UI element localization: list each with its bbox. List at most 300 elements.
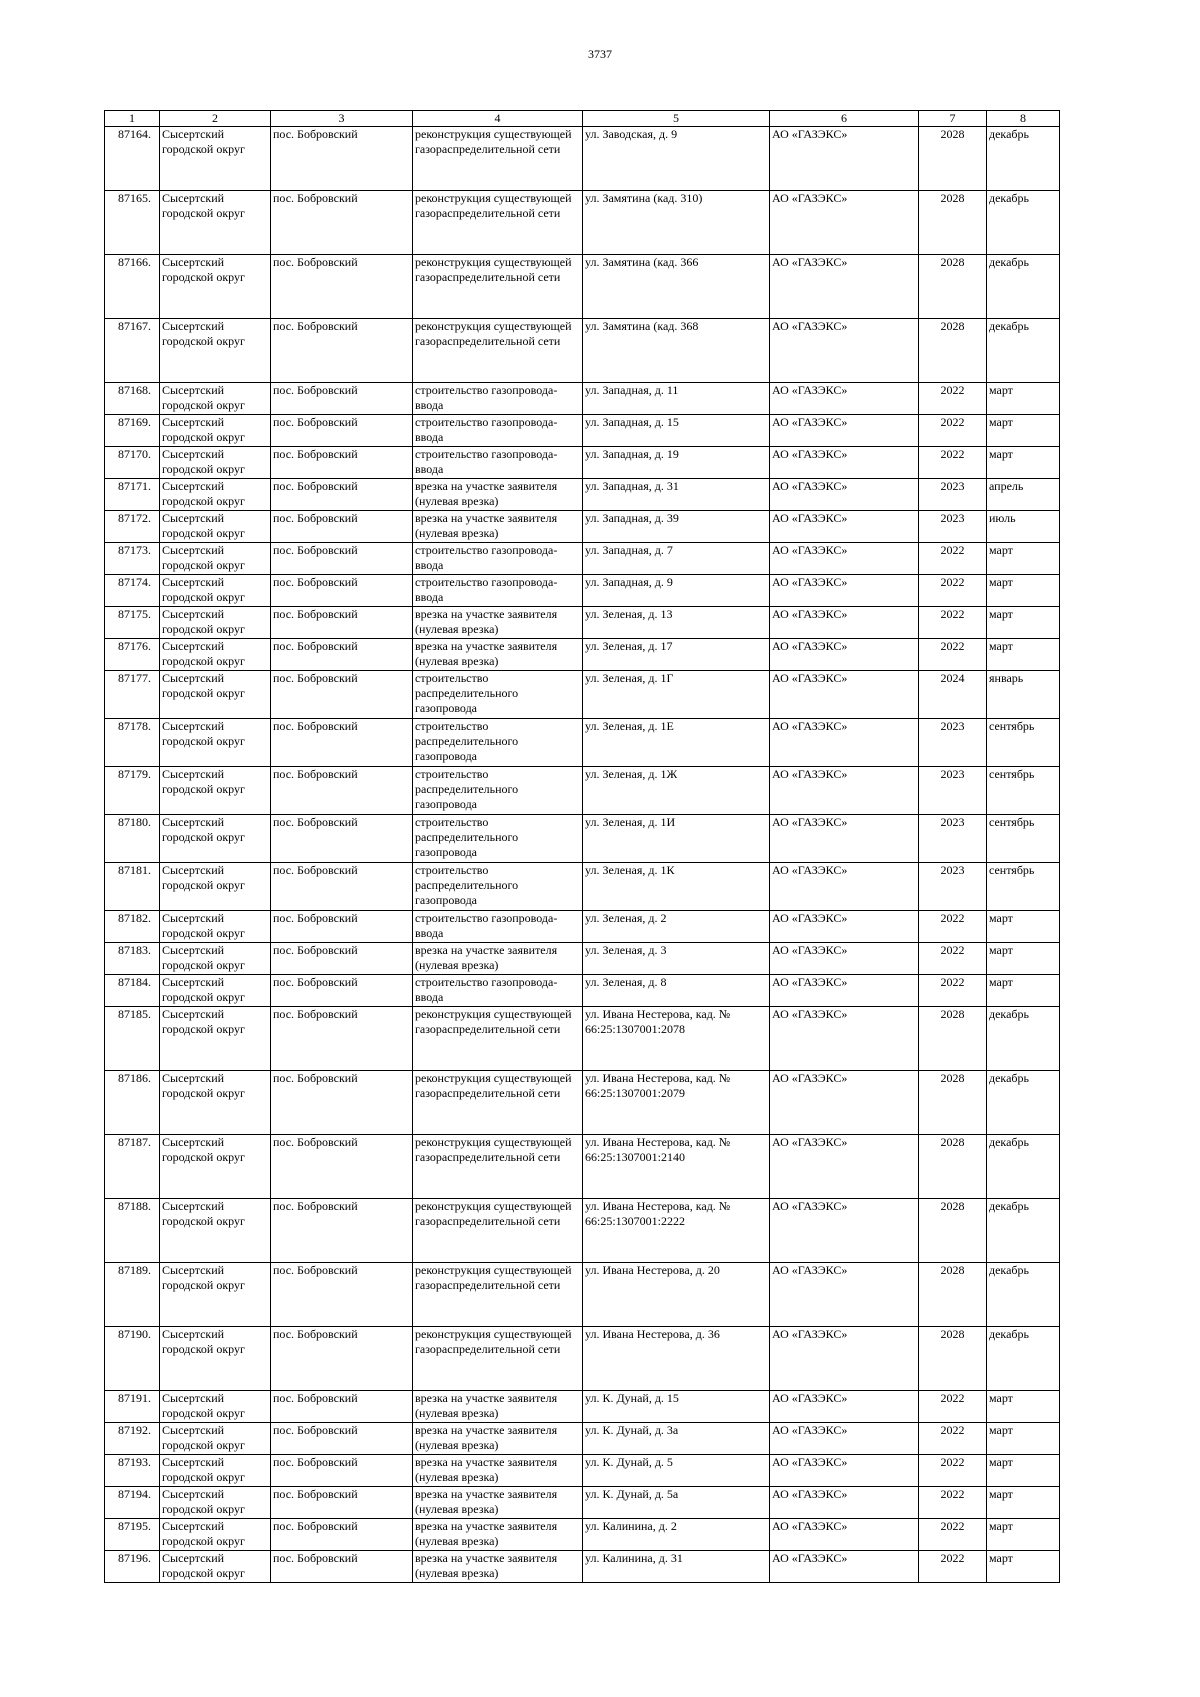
municipality-cell: Сысертский городской округ	[160, 671, 271, 719]
settlement-cell: пос. Бобровский	[271, 943, 413, 975]
address-cell: ул. Зеленая, д. 13	[583, 607, 770, 639]
work-type-cell: врезка на участке заявителя (нулевая врезка)	[413, 1455, 583, 1487]
address-cell: ул. Зеленая, д. 2	[583, 911, 770, 943]
settlement-cell: пос. Бобровский	[271, 975, 413, 1007]
organization-cell: АО «ГАЗЭКС»	[770, 1455, 919, 1487]
work-type-cell: строительство распределительного газопровода	[413, 767, 583, 815]
table-row	[105, 719, 1060, 767]
column-header: 6	[770, 111, 919, 127]
table-row	[105, 911, 1060, 943]
organization-cell: АО «ГАЗЭКС»	[770, 943, 919, 975]
settlement-cell: пос. Бобровский	[271, 671, 413, 719]
address-cell: ул. Зеленая, д. 1И	[583, 815, 770, 863]
municipality-cell: Сысертский городской округ	[160, 639, 271, 671]
table-row	[105, 1455, 1060, 1487]
month-cell: сентябрь	[987, 863, 1060, 911]
settlement-cell: пос. Бобровский	[271, 575, 413, 607]
row-number: 87187.	[105, 1135, 160, 1199]
month-cell: сентябрь	[987, 719, 1060, 767]
row-number: 87183.	[105, 943, 160, 975]
row-number: 87178.	[105, 719, 160, 767]
organization-cell: АО «ГАЗЭКС»	[770, 1551, 919, 1583]
year-cell: 2023	[919, 511, 987, 543]
municipality-cell: Сысертский городской округ	[160, 1551, 271, 1583]
work-type-cell: строительство газопровода-ввода	[413, 911, 583, 943]
table-row	[105, 319, 1060, 383]
column-header: 5	[583, 111, 770, 127]
address-cell: ул. Западная, д. 31	[583, 479, 770, 511]
work-type-cell: строительство газопровода-ввода	[413, 383, 583, 415]
municipality-cell: Сысертский городской округ	[160, 1423, 271, 1455]
work-type-cell: строительство распределительного газопровода	[413, 671, 583, 719]
row-number: 87164.	[105, 127, 160, 191]
table-row	[105, 943, 1060, 975]
organization-cell: АО «ГАЗЭКС»	[770, 1327, 919, 1391]
month-cell: декабрь	[987, 127, 1060, 191]
year-cell: 2022	[919, 415, 987, 447]
table-row	[105, 383, 1060, 415]
organization-cell: АО «ГАЗЭКС»	[770, 1423, 919, 1455]
work-type-cell: реконструкция существующей газораспределительной сети	[413, 127, 583, 191]
year-cell: 2022	[919, 543, 987, 575]
settlement-cell: пос. Бобровский	[271, 1007, 413, 1071]
row-number: 87190.	[105, 1327, 160, 1391]
month-cell: декабрь	[987, 1263, 1060, 1327]
month-cell: сентябрь	[987, 815, 1060, 863]
address-cell: ул. Западная, д. 39	[583, 511, 770, 543]
work-type-cell: реконструкция существующей газораспределительной сети	[413, 1327, 583, 1391]
table-row	[105, 479, 1060, 511]
municipality-cell: Сысертский городской округ	[160, 383, 271, 415]
settlement-cell: пос. Бобровский	[271, 1135, 413, 1199]
table-row	[105, 415, 1060, 447]
row-number: 87194.	[105, 1487, 160, 1519]
month-cell: декабрь	[987, 319, 1060, 383]
row-number: 87193.	[105, 1455, 160, 1487]
work-type-cell: врезка на участке заявителя (нулевая врезка)	[413, 1487, 583, 1519]
address-cell: ул. Замятина (кад. 366	[583, 255, 770, 319]
month-cell: июль	[987, 511, 1060, 543]
table-row	[105, 127, 1060, 191]
settlement-cell: пос. Бобровский	[271, 1071, 413, 1135]
row-number: 87185.	[105, 1007, 160, 1071]
month-cell: сентябрь	[987, 767, 1060, 815]
organization-cell: АО «ГАЗЭКС»	[770, 911, 919, 943]
table-row	[105, 975, 1060, 1007]
work-type-cell: строительство распределительного газопровода	[413, 815, 583, 863]
settlement-cell: пос. Бобровский	[271, 1455, 413, 1487]
row-number: 87189.	[105, 1263, 160, 1327]
municipality-cell: Сысертский городской округ	[160, 479, 271, 511]
work-type-cell: врезка на участке заявителя (нулевая врезка)	[413, 1423, 583, 1455]
organization-cell: АО «ГАЗЭКС»	[770, 815, 919, 863]
municipality-cell: Сысертский городской округ	[160, 767, 271, 815]
table-row	[105, 1391, 1060, 1423]
organization-cell: АО «ГАЗЭКС»	[770, 383, 919, 415]
row-number: 87168.	[105, 383, 160, 415]
address-cell: ул. Западная, д. 15	[583, 415, 770, 447]
work-type-cell: врезка на участке заявителя (нулевая врезка)	[413, 1551, 583, 1583]
municipality-cell: Сысертский городской округ	[160, 719, 271, 767]
work-type-cell: врезка на участке заявителя (нулевая врезка)	[413, 511, 583, 543]
year-cell: 2028	[919, 1327, 987, 1391]
work-type-cell: реконструкция существующей газораспределительной сети	[413, 191, 583, 255]
organization-cell: АО «ГАЗЭКС»	[770, 1135, 919, 1199]
row-number: 87182.	[105, 911, 160, 943]
month-cell: март	[987, 543, 1060, 575]
table-row	[105, 1519, 1060, 1551]
row-number: 87195.	[105, 1519, 160, 1551]
document-table	[104, 110, 1060, 1583]
row-number: 87188.	[105, 1199, 160, 1263]
settlement-cell: пос. Бобровский	[271, 1519, 413, 1551]
settlement-cell: пос. Бобровский	[271, 863, 413, 911]
row-number: 87169.	[105, 415, 160, 447]
year-cell: 2023	[919, 815, 987, 863]
address-cell: ул. Западная, д. 11	[583, 383, 770, 415]
year-cell: 2022	[919, 943, 987, 975]
month-cell: март	[987, 1455, 1060, 1487]
municipality-cell: Сысертский городской округ	[160, 1007, 271, 1071]
row-number: 87186.	[105, 1071, 160, 1135]
municipality-cell: Сысертский городской округ	[160, 1519, 271, 1551]
table-row	[105, 1071, 1060, 1135]
settlement-cell: пос. Бобровский	[271, 607, 413, 639]
year-cell: 2022	[919, 1391, 987, 1423]
row-number: 87174.	[105, 575, 160, 607]
year-cell: 2028	[919, 191, 987, 255]
table-row	[105, 543, 1060, 575]
organization-cell: АО «ГАЗЭКС»	[770, 1071, 919, 1135]
work-type-cell: реконструкция существующей газораспределительной сети	[413, 1135, 583, 1199]
address-cell: ул. Калинина, д. 31	[583, 1551, 770, 1583]
month-cell: март	[987, 1423, 1060, 1455]
year-cell: 2023	[919, 863, 987, 911]
municipality-cell: Сысертский городской округ	[160, 1391, 271, 1423]
row-number: 87196.	[105, 1551, 160, 1583]
settlement-cell: пос. Бобровский	[271, 319, 413, 383]
table-row	[105, 1135, 1060, 1199]
year-cell: 2022	[919, 1487, 987, 1519]
month-cell: март	[987, 911, 1060, 943]
address-cell: ул. Замятина (кад. 368	[583, 319, 770, 383]
municipality-cell: Сысертский городской округ	[160, 127, 271, 191]
municipality-cell: Сысертский городской округ	[160, 415, 271, 447]
municipality-cell: Сысертский городской округ	[160, 543, 271, 575]
table-row	[105, 639, 1060, 671]
year-cell: 2028	[919, 319, 987, 383]
organization-cell: АО «ГАЗЭКС»	[770, 767, 919, 815]
year-cell: 2022	[919, 1455, 987, 1487]
municipality-cell: Сысертский городской округ	[160, 1071, 271, 1135]
page-number: 3737	[588, 47, 612, 61]
table-row	[105, 255, 1060, 319]
work-type-cell: врезка на участке заявителя (нулевая врезка)	[413, 479, 583, 511]
row-number: 87181.	[105, 863, 160, 911]
month-cell: декабрь	[987, 1327, 1060, 1391]
month-cell: декабрь	[987, 255, 1060, 319]
work-type-cell: реконструкция существующей газораспределительной сети	[413, 1071, 583, 1135]
settlement-cell: пос. Бобровский	[271, 127, 413, 191]
row-number: 87191.	[105, 1391, 160, 1423]
month-cell: март	[987, 447, 1060, 479]
settlement-cell: пос. Бобровский	[271, 447, 413, 479]
work-type-cell: строительство распределительного газопровода	[413, 719, 583, 767]
address-cell: ул. Ивана Нестерова, кад. № 66:25:1307001:2140	[583, 1135, 770, 1199]
organization-cell: АО «ГАЗЭКС»	[770, 191, 919, 255]
month-cell: март	[987, 639, 1060, 671]
settlement-cell: пос. Бобровский	[271, 719, 413, 767]
row-number: 87175.	[105, 607, 160, 639]
table-row	[105, 1199, 1060, 1263]
column-header: 4	[413, 111, 583, 127]
year-cell: 2022	[919, 639, 987, 671]
row-number: 87172.	[105, 511, 160, 543]
year-cell: 2022	[919, 383, 987, 415]
table-row	[105, 671, 1060, 719]
municipality-cell: Сысертский городской округ	[160, 815, 271, 863]
table-row	[105, 767, 1060, 815]
year-cell: 2028	[919, 1263, 987, 1327]
month-cell: март	[987, 575, 1060, 607]
settlement-cell: пос. Бобровский	[271, 383, 413, 415]
work-type-cell: врезка на участке заявителя (нулевая врезка)	[413, 639, 583, 671]
organization-cell: АО «ГАЗЭКС»	[770, 543, 919, 575]
address-cell: ул. Заводская, д. 9	[583, 127, 770, 191]
settlement-cell: пос. Бобровский	[271, 1423, 413, 1455]
address-cell: ул. Зеленая, д. 1Г	[583, 671, 770, 719]
settlement-cell: пос. Бобровский	[271, 255, 413, 319]
address-cell: ул. Западная, д. 7	[583, 543, 770, 575]
table-row	[105, 1423, 1060, 1455]
work-type-cell: врезка на участке заявителя (нулевая врезка)	[413, 607, 583, 639]
organization-cell: АО «ГАЗЭКС»	[770, 975, 919, 1007]
month-cell: декабрь	[987, 1007, 1060, 1071]
table-row	[105, 447, 1060, 479]
work-type-cell: строительство газопровода-ввода	[413, 447, 583, 479]
table-row	[105, 511, 1060, 543]
row-number: 87176.	[105, 639, 160, 671]
table-row	[105, 815, 1060, 863]
address-cell: ул. Западная, д. 19	[583, 447, 770, 479]
organization-cell: АО «ГАЗЭКС»	[770, 1391, 919, 1423]
month-cell: декабрь	[987, 1135, 1060, 1199]
work-type-cell: строительство газопровода-ввода	[413, 575, 583, 607]
year-cell: 2022	[919, 607, 987, 639]
organization-cell: АО «ГАЗЭКС»	[770, 639, 919, 671]
organization-cell: АО «ГАЗЭКС»	[770, 1519, 919, 1551]
settlement-cell: пос. Бобровский	[271, 1487, 413, 1519]
organization-cell: АО «ГАЗЭКС»	[770, 319, 919, 383]
column-header: 2	[160, 111, 271, 127]
work-type-cell: строительство газопровода-ввода	[413, 975, 583, 1007]
month-cell: март	[987, 1391, 1060, 1423]
month-cell: март	[987, 943, 1060, 975]
organization-cell: АО «ГАЗЭКС»	[770, 719, 919, 767]
table-row	[105, 575, 1060, 607]
row-number: 87173.	[105, 543, 160, 575]
organization-cell: АО «ГАЗЭКС»	[770, 1007, 919, 1071]
year-cell: 2024	[919, 671, 987, 719]
address-cell: ул. Калинина, д. 2	[583, 1519, 770, 1551]
table-row	[105, 1327, 1060, 1391]
month-cell: март	[987, 415, 1060, 447]
work-type-cell: реконструкция существующей газораспределительной сети	[413, 1007, 583, 1071]
year-cell: 2028	[919, 1007, 987, 1071]
settlement-cell: пос. Бобровский	[271, 815, 413, 863]
municipality-cell: Сысертский городской округ	[160, 1263, 271, 1327]
organization-cell: АО «ГАЗЭКС»	[770, 415, 919, 447]
address-cell: ул. К. Дунай, д. 15	[583, 1391, 770, 1423]
work-type-cell: реконструкция существующей газораспределительной сети	[413, 319, 583, 383]
column-header: 1	[105, 111, 160, 127]
organization-cell: АО «ГАЗЭКС»	[770, 1199, 919, 1263]
year-cell: 2023	[919, 479, 987, 511]
organization-cell: АО «ГАЗЭКС»	[770, 607, 919, 639]
settlement-cell: пос. Бобровский	[271, 1263, 413, 1327]
municipality-cell: Сысертский городской округ	[160, 943, 271, 975]
year-cell: 2028	[919, 255, 987, 319]
municipality-cell: Сысертский городской округ	[160, 191, 271, 255]
year-cell: 2028	[919, 1071, 987, 1135]
organization-cell: АО «ГАЗЭКС»	[770, 575, 919, 607]
year-cell: 2022	[919, 575, 987, 607]
year-cell: 2023	[919, 719, 987, 767]
municipality-cell: Сысертский городской округ	[160, 1135, 271, 1199]
year-cell: 2022	[919, 1423, 987, 1455]
settlement-cell: пос. Бобровский	[271, 511, 413, 543]
work-type-cell: врезка на участке заявителя (нулевая врезка)	[413, 1519, 583, 1551]
municipality-cell: Сысертский городской округ	[160, 607, 271, 639]
municipality-cell: Сысертский городской округ	[160, 1199, 271, 1263]
organization-cell: АО «ГАЗЭКС»	[770, 255, 919, 319]
work-type-cell: реконструкция существующей газораспределительной сети	[413, 1199, 583, 1263]
organization-cell: АО «ГАЗЭКС»	[770, 1263, 919, 1327]
address-cell: ул. Зеленая, д. 1К	[583, 863, 770, 911]
month-cell: март	[987, 975, 1060, 1007]
column-header: 3	[271, 111, 413, 127]
row-number: 87167.	[105, 319, 160, 383]
work-type-cell: строительство распределительного газопровода	[413, 863, 583, 911]
month-cell: декабрь	[987, 191, 1060, 255]
month-cell: март	[987, 1519, 1060, 1551]
table-header-row	[105, 111, 1060, 127]
table-row	[105, 863, 1060, 911]
month-cell: декабрь	[987, 1199, 1060, 1263]
year-cell: 2022	[919, 911, 987, 943]
year-cell: 2028	[919, 1135, 987, 1199]
address-cell: ул. К. Дунай, д. 5	[583, 1455, 770, 1487]
column-header: 8	[987, 111, 1060, 127]
municipality-cell: Сысертский городской округ	[160, 975, 271, 1007]
organization-cell: АО «ГАЗЭКС»	[770, 447, 919, 479]
year-cell: 2022	[919, 1551, 987, 1583]
settlement-cell: пос. Бобровский	[271, 1199, 413, 1263]
work-type-cell: врезка на участке заявителя (нулевая врезка)	[413, 1391, 583, 1423]
row-number: 87170.	[105, 447, 160, 479]
month-cell: март	[987, 1487, 1060, 1519]
settlement-cell: пос. Бобровский	[271, 767, 413, 815]
year-cell: 2022	[919, 975, 987, 1007]
address-cell: ул. Зеленая, д. 1Е	[583, 719, 770, 767]
municipality-cell: Сысертский городской округ	[160, 1455, 271, 1487]
municipality-cell: Сысертский городской округ	[160, 1487, 271, 1519]
settlement-cell: пос. Бобровский	[271, 911, 413, 943]
row-number: 87166.	[105, 255, 160, 319]
address-cell: ул. Ивана Нестерова, кад. № 66:25:1307001:2078	[583, 1007, 770, 1071]
row-number: 87171.	[105, 479, 160, 511]
organization-cell: АО «ГАЗЭКС»	[770, 671, 919, 719]
month-cell: март	[987, 383, 1060, 415]
organization-cell: АО «ГАЗЭКС»	[770, 511, 919, 543]
work-type-cell: строительство газопровода-ввода	[413, 543, 583, 575]
municipality-cell: Сысертский городской округ	[160, 575, 271, 607]
address-cell: ул. Зеленая, д. 3	[583, 943, 770, 975]
month-cell: апрель	[987, 479, 1060, 511]
municipality-cell: Сысертский городской округ	[160, 447, 271, 479]
column-header: 7	[919, 111, 987, 127]
table-body	[105, 127, 1060, 1583]
settlement-cell: пос. Бобровский	[271, 1551, 413, 1583]
address-cell: ул. Зеленая, д. 8	[583, 975, 770, 1007]
work-type-cell: врезка на участке заявителя (нулевая врезка)	[413, 943, 583, 975]
row-number: 87165.	[105, 191, 160, 255]
settlement-cell: пос. Бобровский	[271, 543, 413, 575]
organization-cell: АО «ГАЗЭКС»	[770, 863, 919, 911]
row-number: 87184.	[105, 975, 160, 1007]
table-row	[105, 1551, 1060, 1583]
municipality-cell: Сысертский городской округ	[160, 911, 271, 943]
settlement-cell: пос. Бобровский	[271, 1327, 413, 1391]
table-row	[105, 1263, 1060, 1327]
year-cell: 2022	[919, 447, 987, 479]
address-cell: ул. Ивана Нестерова, кад. № 66:25:1307001:2079	[583, 1071, 770, 1135]
address-cell: ул. Ивана Нестерова, д. 36	[583, 1327, 770, 1391]
settlement-cell: пос. Бобровский	[271, 415, 413, 447]
year-cell: 2028	[919, 127, 987, 191]
month-cell: декабрь	[987, 1071, 1060, 1135]
work-type-cell: реконструкция существующей газораспределительной сети	[413, 1263, 583, 1327]
address-cell: ул. Ивана Нестерова, кад. № 66:25:1307001:2222	[583, 1199, 770, 1263]
month-cell: март	[987, 1551, 1060, 1583]
table-row	[105, 607, 1060, 639]
address-cell: ул. К. Дунай, д. 3а	[583, 1423, 770, 1455]
settlement-cell: пос. Бобровский	[271, 479, 413, 511]
table-row	[105, 1487, 1060, 1519]
address-cell: ул. Западная, д. 9	[583, 575, 770, 607]
municipality-cell: Сысертский городской округ	[160, 255, 271, 319]
address-cell: ул. Замятина (кад. 310)	[583, 191, 770, 255]
address-cell: ул. К. Дунай, д. 5а	[583, 1487, 770, 1519]
address-cell: ул. Зеленая, д. 17	[583, 639, 770, 671]
address-cell: ул. Ивана Нестерова, д. 20	[583, 1263, 770, 1327]
address-cell: ул. Зеленая, д. 1Ж	[583, 767, 770, 815]
municipality-cell: Сысертский городской округ	[160, 319, 271, 383]
row-number: 87179.	[105, 767, 160, 815]
organization-cell: АО «ГАЗЭКС»	[770, 127, 919, 191]
row-number: 87177.	[105, 671, 160, 719]
organization-cell: АО «ГАЗЭКС»	[770, 479, 919, 511]
municipality-cell: Сысертский городской округ	[160, 1327, 271, 1391]
month-cell: январь	[987, 671, 1060, 719]
organization-cell: АО «ГАЗЭКС»	[770, 1487, 919, 1519]
month-cell: март	[987, 607, 1060, 639]
table-row	[105, 1007, 1060, 1071]
table-row	[105, 191, 1060, 255]
year-cell: 2022	[919, 1519, 987, 1551]
settlement-cell: пос. Бобровский	[271, 191, 413, 255]
work-type-cell: реконструкция существующей газораспределительной сети	[413, 255, 583, 319]
